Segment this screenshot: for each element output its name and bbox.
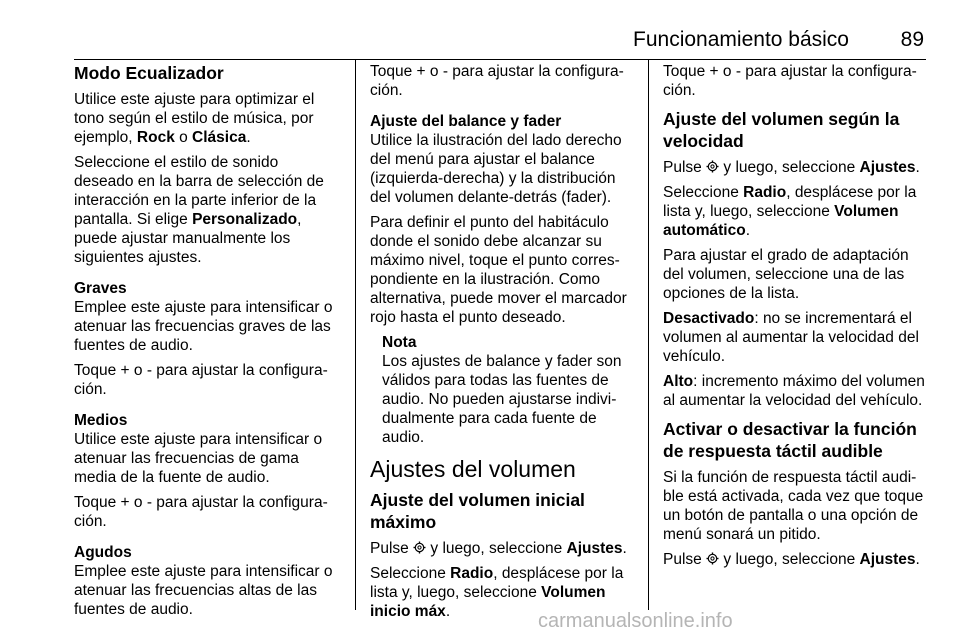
- subheading-respuesta-tactil: Activar o desactivar la función de respuesta táctil audible: [663, 419, 917, 461]
- paragraph-desactivado: [663, 309, 925, 366]
- paragraph-pulse-ajustes: [663, 158, 925, 177]
- menu-volumen-inicio-max: Volumen inicio máx: [370, 584, 606, 620]
- text: .: [622, 540, 627, 557]
- header-title: Funcionamiento básico: [633, 28, 849, 51]
- column-2: [370, 62, 632, 627]
- paragraph-agudos: Emplee este ajuste para intensificar o atenuar las frecuencias altas de las fuentes de audio.: [74, 563, 333, 618]
- text: .: [246, 129, 251, 146]
- watermark: carmanualsonline.info: [538, 610, 733, 632]
- text: Seleccione el estilo de sonido deseado en la barra de selección de interacción en la parte inferior de la pantalla. Si elige: [74, 154, 324, 228]
- option-clasica: Clásica: [192, 129, 247, 146]
- menu-volumen-automatico: Volumen automático: [663, 203, 899, 239]
- text: y luego, seleccione: [719, 551, 860, 568]
- text: , desplácese por la lista y, luego, seleccione: [370, 565, 624, 601]
- menu-ajustes: Ajustes: [859, 159, 916, 176]
- menu-ajustes: Ajustes: [859, 551, 916, 568]
- settings-gear-icon: [706, 551, 719, 564]
- settings-gear-icon: [706, 159, 719, 172]
- menu-radio: Radio: [450, 565, 494, 582]
- paragraph-graves: Emplee este ajuste para intensificar o atenuar las frecuencias graves de las fuentes de audio.: [74, 299, 333, 354]
- paragraph-seleccione-estilo: [74, 153, 336, 267]
- paragraph-medios: Utilice este ajuste para intensificar o atenuar las frecuencias de gama media de la fuente de audio.: [74, 431, 323, 486]
- text: Seleccione: [370, 565, 451, 582]
- section-heading-ajustes-volumen: Ajustes del volumen: [370, 456, 576, 482]
- paragraph-ecualizador-intro: [74, 90, 336, 147]
- paragraph-pulse-ajustes: [370, 539, 632, 558]
- text: Pulse: [663, 159, 707, 176]
- text: : incremento máximo del volumen al aumentar la velocidad del vehículo.: [663, 373, 925, 409]
- section-heading-modo-ecualizador: Modo Ecualizador: [74, 63, 224, 83]
- text: Utilice este ajuste para optimizar el tono según el estilo de música, por ejemplo,: [74, 91, 315, 146]
- text: y luego, seleccione: [719, 159, 860, 176]
- menu-radio: Radio: [743, 184, 787, 201]
- subheading-medios: Medios: [74, 412, 128, 429]
- page-header: [74, 26, 924, 56]
- paragraph-toque: Toque + o - para ajustar la configura‐ción.: [370, 63, 624, 99]
- subheading-volumen-velocidad: Ajuste del volumen según la velocidad: [663, 109, 900, 151]
- text: Pulse: [370, 540, 414, 557]
- column-divider-1: [355, 60, 356, 610]
- subheading-agudos: Agudos: [74, 544, 132, 561]
- text: y luego, seleccione: [426, 540, 567, 557]
- paragraph-alto: [663, 372, 925, 410]
- column-3: [663, 62, 925, 575]
- text: , puede ajustar manualmente los siguientes ajustes.: [74, 211, 302, 266]
- paragraph-pulse-ajustes-2: [663, 550, 925, 569]
- paragraph-graves-toque: Toque + o - para ajustar la configura‐ción.: [74, 362, 328, 398]
- option-personalizado: Personalizado: [192, 211, 298, 228]
- column-divider-2: [648, 60, 649, 610]
- subheading-volumen-inicial: Ajuste del volumen inicial máximo: [370, 490, 585, 532]
- settings-gear-icon: [413, 540, 426, 553]
- subheading-graves: Graves: [74, 280, 127, 297]
- header-rule: [74, 59, 926, 60]
- note-box: [370, 333, 632, 447]
- text: Seleccione: [663, 184, 744, 201]
- text: , desplácese por la lista y, luego, seleccione: [663, 184, 917, 220]
- text: Pulse: [663, 551, 707, 568]
- page-number: 89: [900, 28, 924, 51]
- paragraph-medios-toque: Toque + o - para ajustar la configura‐ción.: [74, 494, 328, 530]
- option-alto: Alto: [663, 373, 694, 390]
- note-title: Nota: [382, 334, 417, 351]
- option-desactivado: Desactivado: [663, 310, 755, 327]
- option-rock: Rock: [136, 129, 175, 146]
- paragraph-punto: Para definir el punto del habitáculo donde el sonido debe alcanzar su máximo nivel, toque el punto corres‐pondiente en la ilustración. Como alternativa, puede mover el marcador rojo hasta el punto deseado.: [370, 214, 627, 326]
- paragraph-tactil: Si la función de respuesta táctil audi‐ble está activada, cada vez que toque un botón de pantalla o una opción de menú sonará un pitido.: [663, 469, 924, 543]
- text: .: [915, 159, 920, 176]
- paragraph-seleccione-radio: [663, 183, 925, 240]
- column-1: [74, 62, 336, 625]
- text: .: [745, 222, 750, 239]
- paragraph-balance: Utilice la ilustración del lado derecho del menú para ajustar el balance (izquierda-derecha) y la distribución del volumen delante-detrás (fader).: [370, 132, 622, 206]
- subheading-balance-fader: Ajuste del balance y fader: [370, 113, 562, 130]
- note-text: Los ajustes de balance y fader son válidos para todas las fuentes de audio. No pueden ajustarse indivi‐dualmente para cada fuente de audio.: [382, 353, 622, 446]
- text: o: [174, 129, 193, 146]
- text: .: [445, 603, 451, 620]
- menu-ajustes: Ajustes: [566, 540, 623, 557]
- text: : no se incrementará el volumen al aumentar la velocidad del vehículo.: [663, 310, 919, 365]
- text: .: [915, 551, 920, 568]
- paragraph-grado: Para ajustar el grado de adaptación del volumen, seleccione una de las opciones de la lista.: [663, 247, 909, 302]
- paragraph-toque: Toque + o - para ajustar la configura‐ción.: [663, 63, 917, 99]
